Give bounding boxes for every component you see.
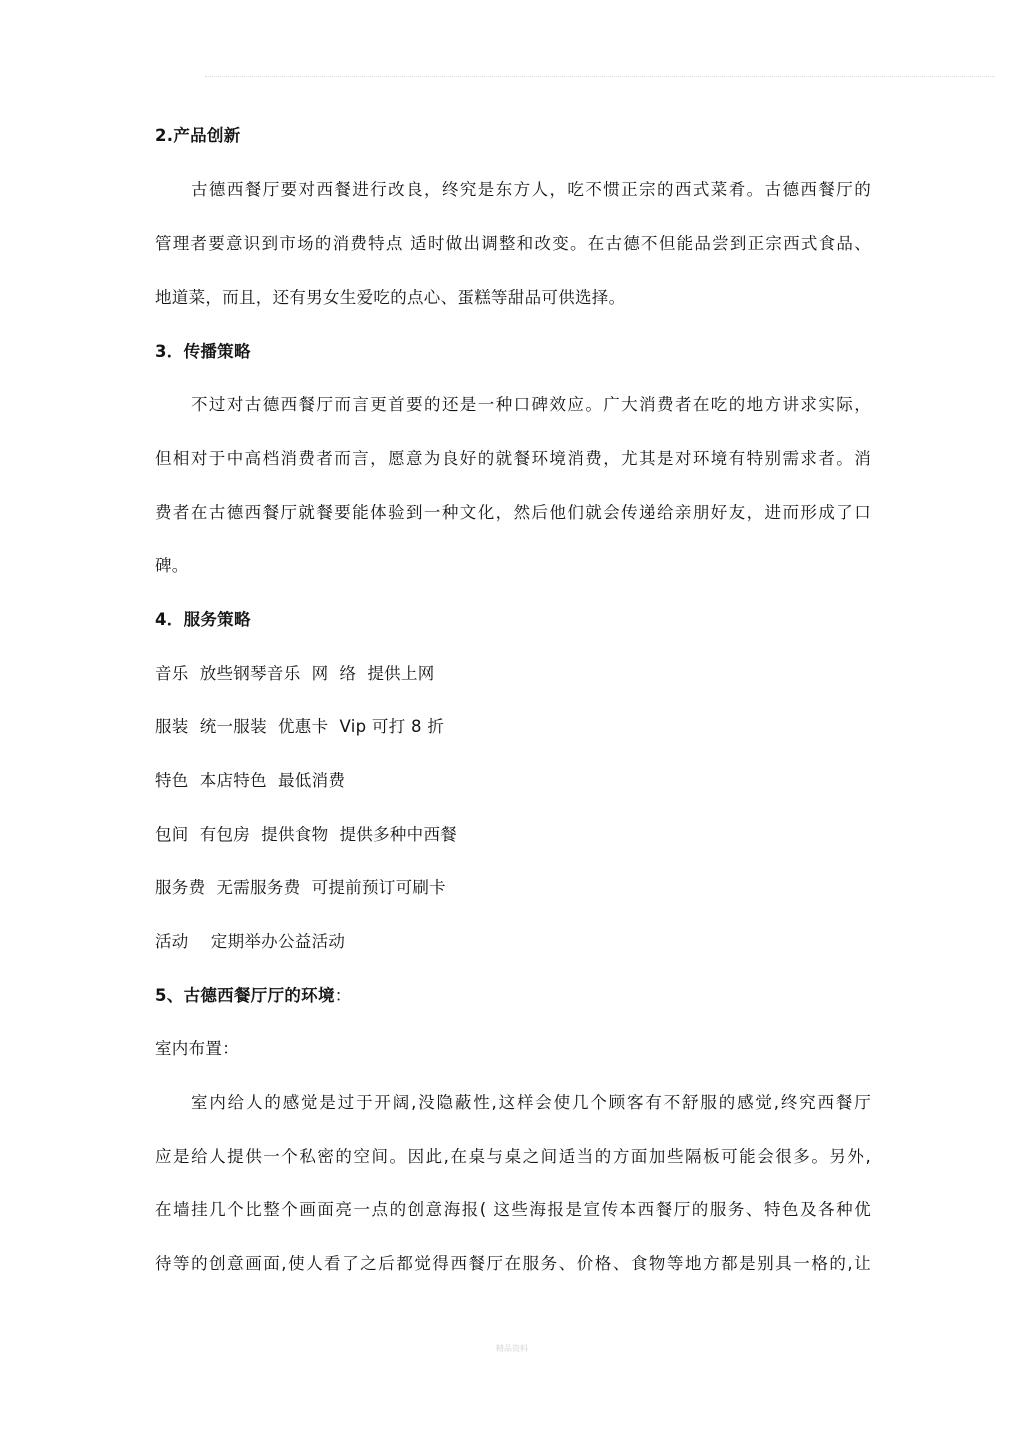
paragraph-line: 待等的创意画面,使人看了之后都觉得西餐厅在服务、价格、食物等地方都是别具一格的,让 <box>155 1254 871 1273</box>
paragraph-line: 在墙挂几个比整个画面亮一点的创意海报( 这些海报是宣传本西餐厅的服务、特色及各种优 <box>155 1200 871 1219</box>
service-item: 音乐 放些钢琴音乐 网 络 提供上网 <box>155 664 435 683</box>
section-heading-environment <box>155 986 352 1006</box>
paragraph-line: 费者在古德西餐厅就餐要能体验到一种文化，然后他们就会传递给亲朋好友，进而形成了口 <box>155 503 871 522</box>
paragraph-line: 管理者要意识到市场的消费特点 适时做出调整和改变。在古德不但能品尝到正宗西式食品、 <box>155 234 871 253</box>
section-heading-communication: 3．传播策略 <box>155 342 251 361</box>
paragraph-line: 碑。 <box>155 556 189 575</box>
subheading-indoor-layout: 室内布置： <box>155 1039 239 1058</box>
service-item: 包间 有包房 提供食物 提供多种中西餐 <box>155 825 458 844</box>
service-item: 特色 本店特色 最低消费 <box>155 771 346 790</box>
service-item: 服务费 无需服务费 可提前预订可刷卡 <box>155 878 446 897</box>
paragraph-line: 室内给人的感觉是过于开阔,没隐蔽性,这样会使几个顾客有不舒服的感觉,终究西餐厅 <box>191 1093 871 1112</box>
page-footer: 精品资料 <box>496 1344 528 1353</box>
header-rule <box>205 76 995 77</box>
paragraph-line: 古德西餐厅要对西餐进行改良，终究是东方人，吃不惯正宗的西式菜肴。古德西餐厅的 <box>191 180 871 199</box>
environment-heading-text: 5、古德西餐厅厅的环境 <box>155 986 335 1005</box>
environment-heading-colon: ： <box>334 986 352 1005</box>
paragraph-line: 但相对于中高档消费者而言，愿意为良好的就餐环境消费，尤其是对环境有特别需求者。消 <box>155 449 871 468</box>
service-item: 活动 定期举办公益活动 <box>155 932 346 951</box>
section-heading-product: 2.产品创新 <box>155 126 241 145</box>
paragraph-line: 应是给人提供一个私密的空间。因此,在桌与桌之间适当的方面加些隔板可能会很多。另外, <box>155 1147 871 1166</box>
paragraph-line: 地道菜，而且，还有男女生爱吃的点心、蛋糕等甜品可供选择。 <box>155 288 626 307</box>
service-item: 服装 统一服装 优惠卡 Vip 可打 8 折 <box>155 717 445 736</box>
section-heading-service: 4．服务策略 <box>155 610 251 629</box>
paragraph-line: 不过对古德西餐厅而言更首要的还是一种口碑效应。广大消费者在吃的地方讲求实际， <box>191 395 871 414</box>
